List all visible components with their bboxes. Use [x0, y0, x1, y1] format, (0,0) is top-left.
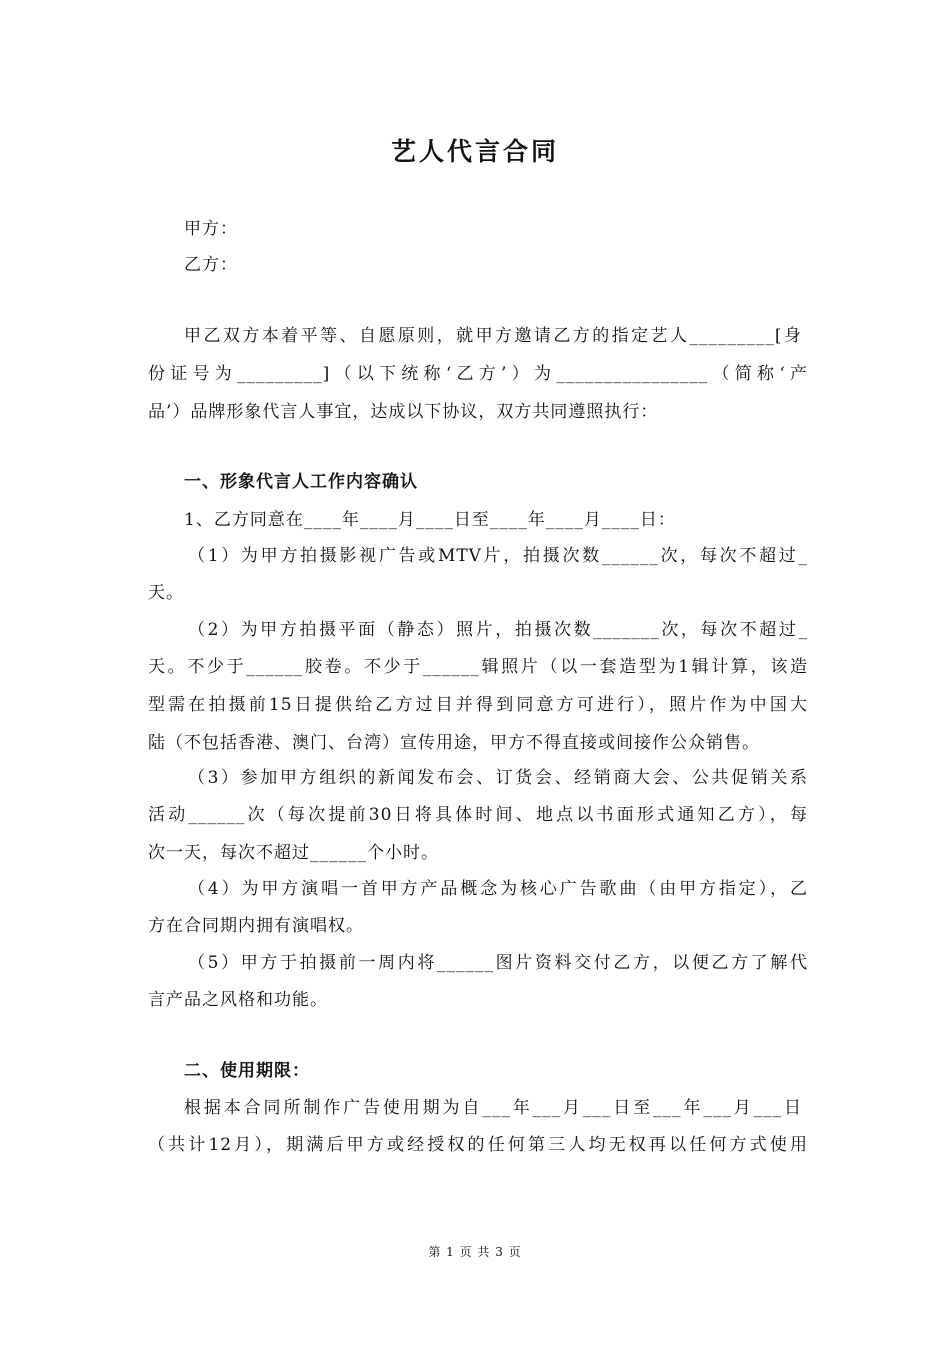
- party-b-label: 乙方：: [184, 255, 238, 275]
- sub-5-line-2: 言产品之风格和功能。: [148, 990, 328, 1010]
- sub-3-line-3: 次一天，每次不超过______个小时。: [148, 843, 439, 863]
- section-2-heading: 二、使用期限：: [184, 1061, 310, 1081]
- sub-1-line-1: （1）为甲方拍摄影视广告或MTV片，拍摄次数______次，每次不超过_: [188, 546, 808, 566]
- party-a-label: 甲方：: [184, 219, 238, 239]
- document-title: 艺人代言合同: [390, 137, 559, 166]
- page-footer: 第 1 页 共 3 页: [428, 1245, 522, 1259]
- sub-3-line-1: （3）参加甲方组织的新闻发布会、订货会、经销商大会、公共促销关系: [188, 768, 808, 788]
- intro-line-2: 份证号为_________]（以下统称‘乙方’）为________________（简称‘产: [148, 364, 808, 384]
- sub-2-line-4: 陆（不包括香港、澳门、台湾）宣传用途，甲方不得直接或间接作公众销售。: [148, 733, 760, 753]
- section-2-line-1: 根据本合同所制作广告使用期为自___年___月___日至___年___月___日: [184, 1098, 802, 1118]
- intro-line-1: 甲乙双方本着平等、自愿原则，就甲方邀请乙方的指定艺人_________[身: [184, 326, 802, 346]
- section-2-line-2: （共计12月），期满后甲方或经授权的任何第三人均无权再以任何方式使用: [148, 1135, 808, 1155]
- sub-5-line-1: （5）甲方于拍摄前一周内将______图片资料交付乙方，以便乙方了解代: [188, 953, 808, 973]
- sub-4-line-2: 方在合同期内拥有演唱权。: [148, 916, 364, 936]
- sub-2-line-2: 天。不少于______胶卷。不少于______辑照片（以一套造型为1辑计算，该造: [148, 657, 808, 677]
- sub-2-line-1: （2）为甲方拍摄平面（静态）照片，拍摄次数_______次，每次不超过_: [188, 620, 808, 640]
- sub-2-line-3: 型需在拍摄前15日提供给乙方过目并得到同意方可进行），照片作为中国大: [148, 695, 808, 715]
- section-1-item-1: 1、乙方同意在____年____月____日至____年____月____日：: [184, 510, 676, 530]
- intro-line-3: 品’）品牌形象代言人事宜，达成以下协议，双方共同遵照执行：: [148, 402, 659, 422]
- sub-1-line-2: 天。: [148, 583, 184, 603]
- sub-4-line-1: （4）为甲方演唱一首甲方产品概念为核心广告歌曲（由甲方指定），乙: [188, 879, 808, 899]
- section-1-heading: 一、形象代言人工作内容确认: [184, 472, 418, 492]
- sub-3-line-2: 活动______次（每次提前30日将具体时间、地点以书面形式通知乙方），每: [148, 805, 808, 825]
